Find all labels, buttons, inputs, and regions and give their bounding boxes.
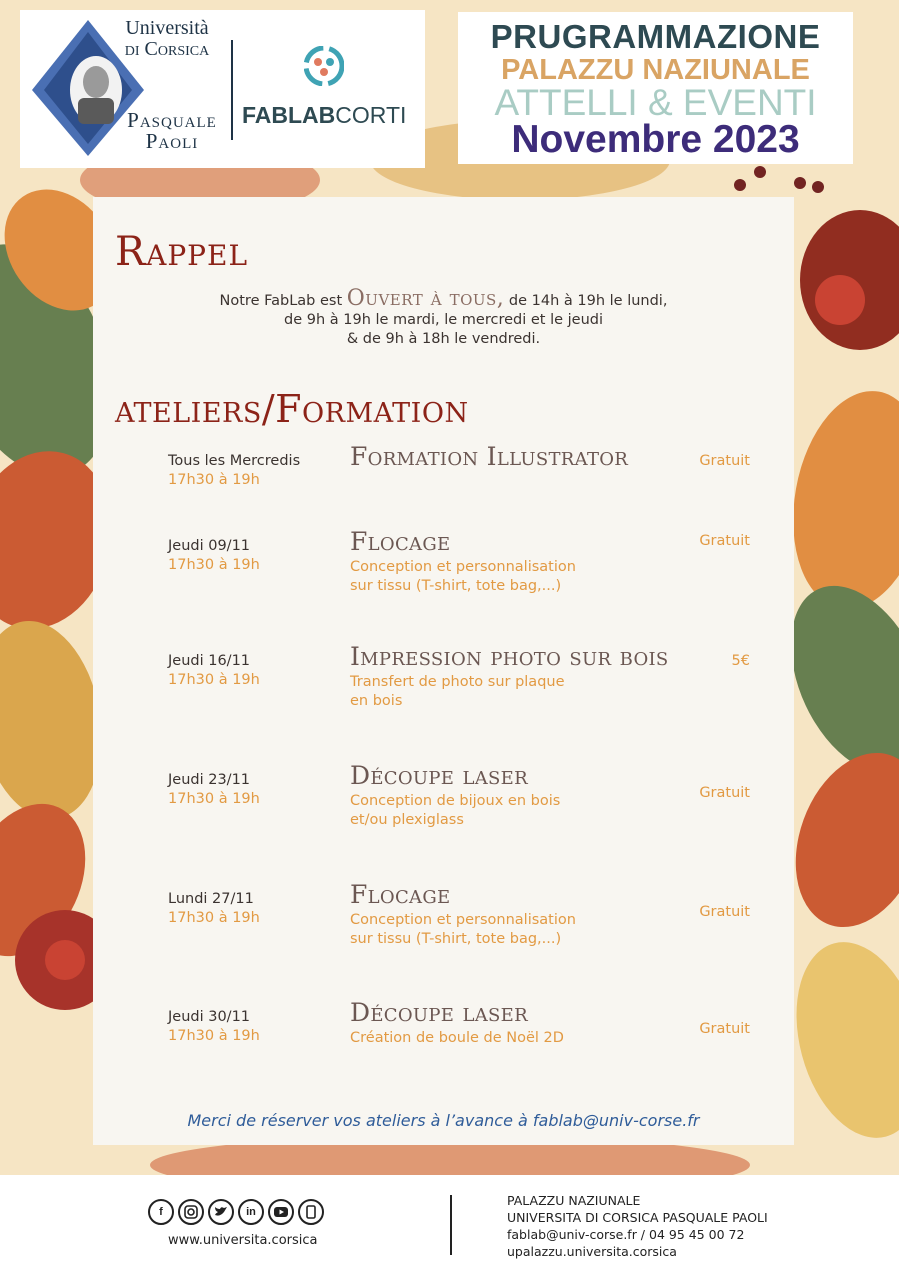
footer [0,1175,899,1272]
opening-hours-line-3: & de 9h à 18h le vendredi. [346,331,541,347]
contact-website[interactable]: upalazzu.universita.corsica [507,1244,677,1259]
program-title [458,12,853,164]
event-title: Découpe laser [350,761,528,790]
fablab-wordmark [242,102,406,129]
event-price: Gratuit [699,533,750,549]
facebook-icon[interactable]: f [148,1199,174,1225]
event-description [350,792,610,830]
opening-hours-text-after: de 14h à 19h le lundi, [504,293,668,309]
event-price: Gratuit [699,453,750,469]
contact-email-phone[interactable]: fablab@univ-corse.fr / 04 95 45 00 72 [507,1227,745,1242]
event-time: 17h30 à 19h [168,910,260,926]
event-description-line-1: Transfert de photo sur plaque [350,674,565,690]
mobile-icon[interactable] [298,1199,324,1225]
event-price: Gratuit [699,1021,750,1037]
event-description-line-2: sur tissu (T-shirt, tote bag,...) [350,931,562,947]
event-title: Formation Illustrator [350,442,629,471]
event-description-line-1: Création de boule de Noël 2D [350,1030,564,1046]
website-link[interactable]: www.universita.corsica [168,1233,318,1248]
event-price: Gratuit [699,904,750,920]
event-date: Jeudi 09/11 [168,538,251,554]
university-paoli [102,110,242,152]
reservation-note[interactable]: Merci de réserver vos ateliers à l’avance à fablab@univ-corse.fr [187,1111,700,1130]
event-time: 17h30 à 19h [168,791,260,807]
event-title: Flocage [350,880,451,909]
event-description-line-1: Conception de bijoux en bois [350,793,561,809]
title-line-2: PALAZZU NAZIUNALE [501,54,810,86]
opening-hours-line-2: de 9h à 19h le mardi, le mercredi et le jeudi [284,312,603,328]
contact-line-1: PALAZZU NAZIUNALE [507,1193,641,1208]
contact-block [507,1192,768,1260]
university-name [112,17,222,153]
event-description [350,1029,610,1048]
program-panel [93,197,794,1145]
event-description-line-2: sur tissu (T-shirt, tote bag,...) [350,578,562,594]
event-description [350,911,610,949]
event-date: Jeudi 30/11 [168,1009,251,1025]
title-line-3: ATTELLI & EVENTI [494,82,817,123]
event-date: Lundi 27/11 [168,891,254,907]
fablab-logo-icon [304,46,344,86]
event-title: Impression photo sur bois [350,642,669,671]
linkedin-icon[interactable]: in [238,1199,264,1225]
event-description-line-1: Conception et personnalisation [350,559,576,575]
social-links [148,1199,324,1225]
event-description [350,558,610,596]
event-time: 17h30 à 19h [168,557,260,573]
university-line-4: Paoli [145,129,199,153]
event-description-line-1: Conception et personnalisation [350,912,576,928]
opening-hours-text-before: Notre FabLab est [219,293,347,309]
university-line-2: di Corsica [124,38,210,60]
fablab-wordmark-light: CORTI [335,102,407,128]
title-line-1: PRUGRAMMAZIONE [490,18,821,55]
event-date: Jeudi 23/11 [168,772,251,788]
event-price: Gratuit [699,785,750,801]
rappel-heading: Rappel [115,229,249,275]
instagram-icon[interactable] [178,1199,204,1225]
opening-hours [93,286,794,349]
event-time: 17h30 à 19h [168,472,260,488]
ateliers-heading: ateliers/Formation [115,387,469,431]
event-time: 17h30 à 19h [168,1028,260,1044]
event-description-line-2: en bois [350,693,403,709]
event-title: Découpe laser [350,998,528,1027]
youtube-icon[interactable] [268,1199,294,1225]
event-description-line-2: et/ou plexiglass [350,812,464,828]
university-line-3: Pasquale [127,108,217,132]
open-to-all-highlight: Ouvert à tous, [346,286,505,311]
event-title: Flocage [350,527,451,556]
university-line-1: Università [125,17,209,39]
footer-divider [450,1195,452,1255]
event-date: Tous les Mercredis [168,453,301,469]
contact-line-2: UNIVERSITA DI CORSICA PASQUALE PAOLI [507,1210,768,1225]
event-price: 5€ [731,653,750,669]
fablab-wordmark-bold: FABLAB [242,102,336,128]
university-logo-panel [20,10,425,168]
event-time: 17h30 à 19h [168,672,260,688]
title-month: Novembre 2023 [511,118,800,161]
opening-hours-line-1 [93,286,794,311]
event-description [350,673,610,711]
event-date: Jeudi 16/11 [168,653,251,669]
logo-divider [231,40,233,140]
twitter-icon[interactable] [208,1199,234,1225]
